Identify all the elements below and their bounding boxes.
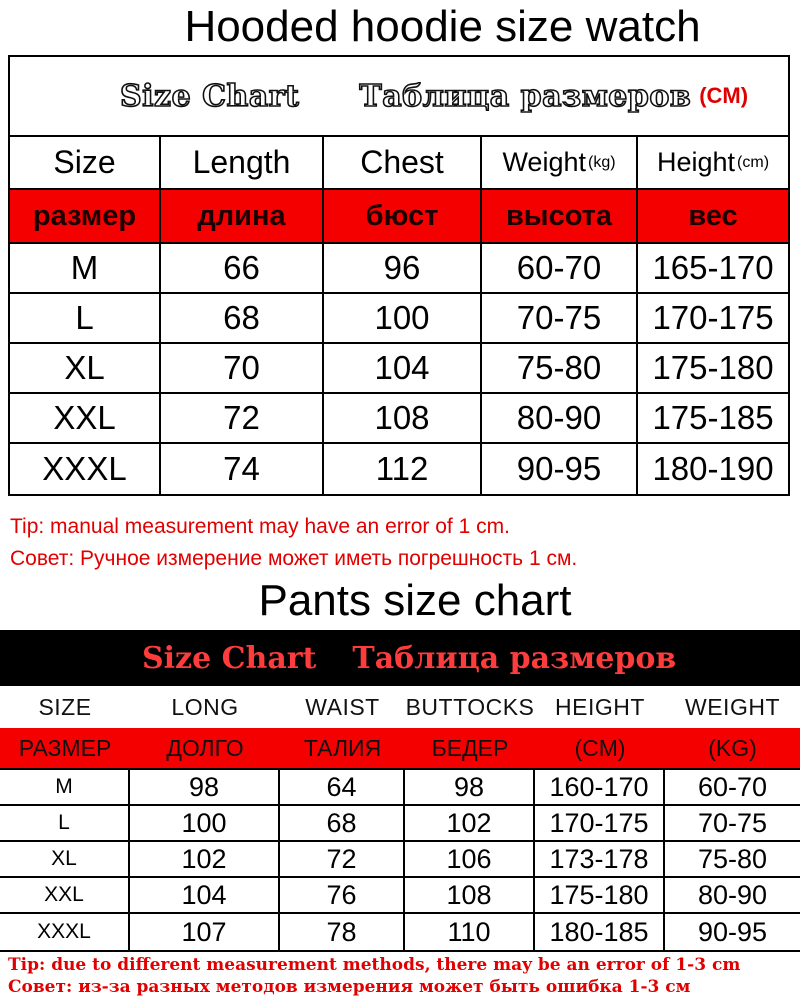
pants-tip-en: Tip: due to different measurement methods, there may be an error of 1-3 cm xyxy=(8,955,741,975)
hoodie-banner-unit: (CM) xyxy=(699,83,749,108)
cell-length: 72 xyxy=(161,394,324,442)
pants-tip-ru: Совет: из-за разных методов измерения может быть ошибка 1-3 см xyxy=(8,977,691,997)
hoodie-tip-en: Tip: manual measurement may have an error of 1 cm. xyxy=(10,515,510,538)
pants-title: Pants size chart xyxy=(258,576,572,625)
cell-size: XXXL xyxy=(0,914,130,950)
pants-header-row xyxy=(0,686,800,728)
cell-weight: 90-95 xyxy=(482,444,638,494)
cell-length: 66 xyxy=(161,244,324,292)
cell-height: 165-170 xyxy=(652,249,774,286)
table-row xyxy=(10,294,788,344)
header-weight xyxy=(482,137,638,188)
pants-header-size: SIZE xyxy=(38,693,92,720)
table-row xyxy=(0,878,800,914)
cell-weight: 80-90 xyxy=(697,879,768,910)
hoodie-banner-en: Size Chart xyxy=(120,78,300,114)
ru-header-length: длина xyxy=(161,190,324,242)
cell-weight: 70-75 xyxy=(482,294,638,342)
pants-ru-header-size: РАЗМЕР xyxy=(18,734,112,761)
hoodie-ru-header-row xyxy=(10,190,788,244)
cell-long: 98 xyxy=(130,770,280,804)
pants-header-weight: WEIGHT xyxy=(685,693,780,720)
header-weight-unit: (kg) xyxy=(587,153,616,171)
cell-chest: 96 xyxy=(324,244,482,292)
cell-weight: 80-90 xyxy=(482,394,638,442)
table-row xyxy=(0,914,800,950)
hoodie-size-table xyxy=(8,55,790,496)
cell-weight: 75-80 xyxy=(697,843,768,874)
header-weight-label: Weight xyxy=(502,147,586,177)
header-chest: Chest xyxy=(324,137,482,188)
cell-size: XXL xyxy=(10,394,161,442)
cell-size: XL xyxy=(10,344,161,392)
table-row xyxy=(10,344,788,394)
hoodie-header-row xyxy=(10,137,788,190)
cell-height: 173-178 xyxy=(535,842,665,876)
cell-height: 160-170 xyxy=(535,770,665,804)
cell-height: 180-190 xyxy=(652,450,774,487)
table-row xyxy=(10,244,788,294)
cell-height: 170-175 xyxy=(652,299,774,336)
pants-ru-header-buttocks: БЕДЕР xyxy=(431,734,509,761)
cell-size: L xyxy=(10,294,161,342)
cell-length: 68 xyxy=(161,294,324,342)
cell-size: M xyxy=(0,770,130,804)
cell-height: 170-175 xyxy=(535,806,665,840)
pants-size-table xyxy=(0,768,800,952)
pants-ru-header-waist: ТАЛИЯ xyxy=(303,734,382,761)
header-length: Length xyxy=(161,137,324,188)
pants-header-long: LONG xyxy=(171,693,239,720)
pants-ru-header-height-unit: (CM) xyxy=(574,734,626,761)
cell-weight: 70-75 xyxy=(697,807,768,838)
cell-buttocks: 108 xyxy=(405,878,535,912)
cell-height: 175-185 xyxy=(652,399,774,436)
cell-waist: 76 xyxy=(280,878,405,912)
hoodie-tip-ru: Совет: Ручное измерение может иметь погрешность 1 см. xyxy=(10,547,578,570)
header-height-unit: (cm) xyxy=(737,153,770,171)
cell-buttocks: 98 xyxy=(405,770,535,804)
cell-long: 107 xyxy=(130,914,280,950)
cell-height: 175-180 xyxy=(652,349,774,386)
header-height xyxy=(638,137,788,188)
pants-ru-header-weight-unit: (KG) xyxy=(708,734,757,761)
cell-buttocks: 106 xyxy=(405,842,535,876)
table-row xyxy=(10,444,788,494)
hoodie-banner-ru: Таблица размеров xyxy=(359,78,692,114)
cell-chest: 104 xyxy=(324,344,482,392)
table-row xyxy=(0,770,800,806)
cell-height: 180-185 xyxy=(535,914,665,950)
ru-header-weight: высота xyxy=(482,190,638,242)
cell-height: 175-180 xyxy=(535,878,665,912)
cell-size: M xyxy=(10,244,161,292)
cell-weight: 60-70 xyxy=(482,244,638,292)
cell-chest: 112 xyxy=(324,444,482,494)
cell-weight: 90-95 xyxy=(697,916,768,947)
table-row xyxy=(0,806,800,842)
cell-weight: 60-70 xyxy=(697,771,768,802)
cell-waist: 64 xyxy=(280,770,405,804)
ru-header-height: вес xyxy=(688,199,738,232)
cell-chest: 108 xyxy=(324,394,482,442)
cell-size: XXXL xyxy=(10,444,161,494)
pants-banner-ru: Таблица размеров xyxy=(352,640,677,676)
cell-waist: 72 xyxy=(280,842,405,876)
pants-header-buttocks: BUTTOCKS xyxy=(405,693,535,720)
cell-length: 70 xyxy=(161,344,324,392)
pants-header-height: HEIGHT xyxy=(555,693,645,720)
cell-buttocks: 110 xyxy=(405,914,535,950)
cell-waist: 78 xyxy=(280,914,405,950)
cell-length: 74 xyxy=(161,444,324,494)
pants-banner xyxy=(0,630,800,686)
cell-size: XXL xyxy=(0,878,130,912)
table-row xyxy=(0,842,800,878)
ru-header-chest: бюст xyxy=(324,190,482,242)
cell-chest: 100 xyxy=(324,294,482,342)
pants-ru-header-long: ДОЛГО xyxy=(166,734,244,761)
cell-waist: 68 xyxy=(280,806,405,840)
cell-long: 100 xyxy=(130,806,280,840)
hoodie-title: Hooded hoodie size watch xyxy=(184,2,701,51)
header-size: Size xyxy=(10,137,161,188)
table-row xyxy=(10,394,788,444)
cell-size: XL xyxy=(0,842,130,876)
header-height-label: Height xyxy=(656,147,736,177)
pants-header-waist: WAIST xyxy=(305,693,380,720)
cell-long: 104 xyxy=(130,878,280,912)
cell-long: 102 xyxy=(130,842,280,876)
ru-header-size: размер xyxy=(10,190,161,242)
cell-weight: 75-80 xyxy=(482,344,638,392)
pants-banner-en: Size Chart xyxy=(142,640,317,676)
cell-size: L xyxy=(0,806,130,840)
hoodie-banner xyxy=(10,57,788,137)
pants-ru-header-row xyxy=(0,728,800,768)
cell-buttocks: 102 xyxy=(405,806,535,840)
